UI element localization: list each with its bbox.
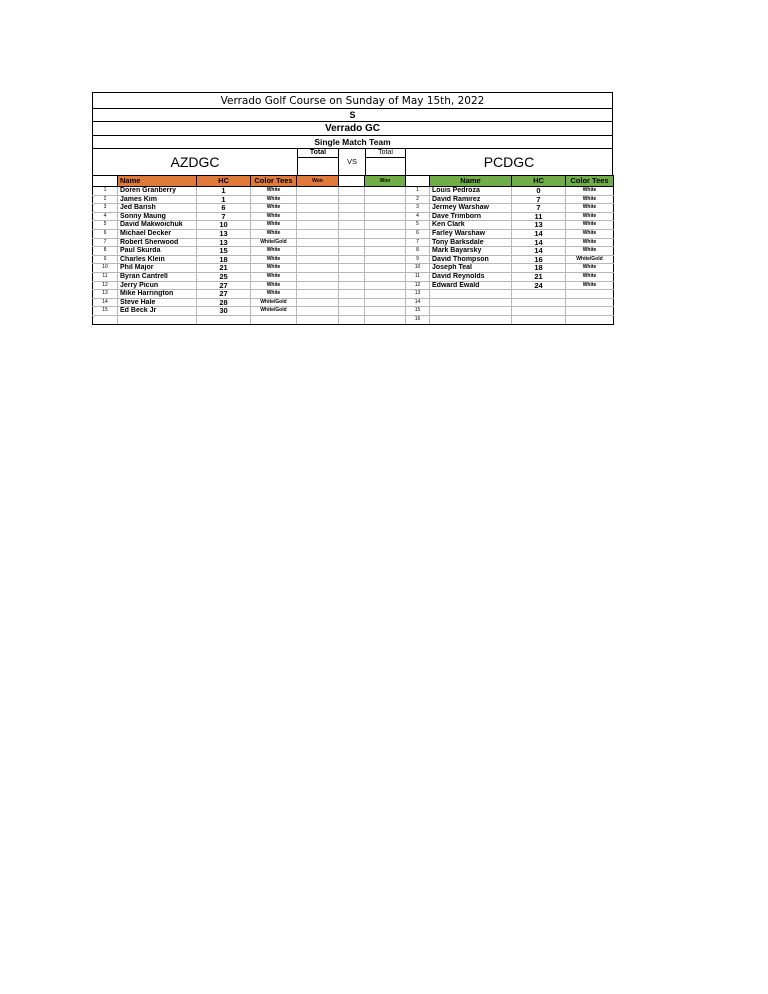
num-header bbox=[93, 176, 118, 187]
right-won-cell bbox=[365, 187, 406, 196]
left-player-tees: White bbox=[251, 195, 297, 204]
left-player-tees: White/Gold bbox=[251, 238, 297, 247]
right-player-name bbox=[430, 290, 512, 299]
left-player-hc: 7 bbox=[197, 212, 251, 221]
table-row bbox=[93, 264, 614, 273]
vs-spacer-cell bbox=[339, 204, 365, 213]
left-total-cell bbox=[297, 149, 339, 175]
table-row bbox=[93, 298, 614, 307]
right-player-tees bbox=[566, 298, 614, 307]
right-won-cell bbox=[365, 204, 406, 213]
right-player-tees: White bbox=[566, 238, 614, 247]
table-row bbox=[93, 307, 614, 316]
left-player-hc: 27 bbox=[197, 290, 251, 299]
left-player-tees: White bbox=[251, 264, 297, 273]
vs-spacer-cell bbox=[339, 195, 365, 204]
right-player-name bbox=[430, 307, 512, 316]
right-player-num: 13 bbox=[406, 290, 430, 299]
right-player-hc: 16 bbox=[512, 255, 566, 264]
right-won-cell bbox=[365, 281, 406, 290]
right-player-num: 8 bbox=[406, 247, 430, 256]
table-row bbox=[93, 272, 614, 281]
left-player-num: 11 bbox=[93, 272, 118, 281]
right-won-cell bbox=[365, 255, 406, 264]
right-won-cell bbox=[365, 307, 406, 316]
table-row bbox=[93, 281, 614, 290]
left-player-name: Doren Granberry bbox=[118, 187, 197, 196]
left-player-hc: 27 bbox=[197, 281, 251, 290]
left-won-cell bbox=[297, 195, 339, 204]
left-player-hc: 6 bbox=[197, 204, 251, 213]
right-won-cell bbox=[365, 195, 406, 204]
left-won-cell bbox=[297, 212, 339, 221]
table-row bbox=[93, 204, 614, 213]
right-player-num: 2 bbox=[406, 195, 430, 204]
right-player-name: Tony Barksdale bbox=[430, 238, 512, 247]
right-hc-header: HC bbox=[512, 176, 566, 187]
right-num-header bbox=[406, 176, 430, 187]
right-player-tees: White bbox=[566, 212, 614, 221]
left-won-cell bbox=[297, 281, 339, 290]
left-player-num: 7 bbox=[93, 238, 118, 247]
left-player-num: 6 bbox=[93, 229, 118, 238]
left-player-hc: 1 bbox=[197, 187, 251, 196]
left-player-name: Paul Skurda bbox=[118, 247, 197, 256]
right-total-cell bbox=[365, 149, 406, 175]
right-player-hc: 14 bbox=[512, 238, 566, 247]
right-player-hc: 11 bbox=[512, 212, 566, 221]
left-player-hc: 13 bbox=[197, 238, 251, 247]
left-player-num: 9 bbox=[93, 255, 118, 264]
left-won-header: Won bbox=[297, 176, 339, 187]
right-player-num: 11 bbox=[406, 272, 430, 281]
right-player-tees bbox=[566, 307, 614, 316]
vs-spacer-cell bbox=[339, 238, 365, 247]
left-name-header: Name bbox=[118, 176, 197, 187]
left-team-name: AZDGC bbox=[170, 154, 220, 170]
table-row bbox=[93, 195, 614, 204]
left-won-cell bbox=[297, 272, 339, 281]
right-tees-header: Color Tees bbox=[566, 176, 614, 187]
left-player-hc bbox=[197, 315, 251, 324]
left-player-hc: 15 bbox=[197, 247, 251, 256]
left-player-tees: White bbox=[251, 204, 297, 213]
table-row bbox=[93, 229, 614, 238]
left-player-num: 14 bbox=[93, 298, 118, 307]
vs-spacer-cell bbox=[339, 212, 365, 221]
left-won-cell bbox=[297, 255, 339, 264]
right-player-hc bbox=[512, 307, 566, 316]
left-player-hc: 28 bbox=[197, 298, 251, 307]
right-player-hc: 7 bbox=[512, 195, 566, 204]
right-player-tees: White bbox=[566, 281, 614, 290]
right-player-num: 3 bbox=[406, 204, 430, 213]
right-player-name bbox=[430, 315, 512, 324]
right-player-hc: 14 bbox=[512, 247, 566, 256]
left-player-name: James Kim bbox=[118, 195, 197, 204]
vs-spacer-cell bbox=[339, 187, 365, 196]
left-player-hc: 25 bbox=[197, 272, 251, 281]
vs-spacer-cell bbox=[339, 298, 365, 307]
left-hc-header: HC bbox=[197, 176, 251, 187]
left-won-cell bbox=[297, 221, 339, 230]
right-player-tees: White bbox=[566, 195, 614, 204]
vs-spacer-cell bbox=[339, 255, 365, 264]
left-player-hc: 13 bbox=[197, 229, 251, 238]
right-player-tees: White/Gold bbox=[566, 255, 614, 264]
left-player-tees: White bbox=[251, 229, 297, 238]
left-player-num: 2 bbox=[93, 195, 118, 204]
right-won-cell bbox=[365, 315, 406, 324]
column-header-row bbox=[93, 176, 614, 187]
right-player-tees: White bbox=[566, 204, 614, 213]
left-player-name bbox=[118, 315, 197, 324]
left-player-tees: White bbox=[251, 290, 297, 299]
right-player-name: Jermey Warshaw bbox=[430, 204, 512, 213]
table-row bbox=[93, 238, 614, 247]
left-won-cell bbox=[297, 247, 339, 256]
table-row bbox=[93, 212, 614, 221]
right-player-hc bbox=[512, 315, 566, 324]
vs-spacer-cell bbox=[339, 307, 365, 316]
sheet-title: Verrado Golf Course on Sunday of May 15th, 2022 bbox=[92, 92, 613, 108]
left-player-num: 4 bbox=[93, 212, 118, 221]
left-player-hc: 18 bbox=[197, 255, 251, 264]
left-player-num: 15 bbox=[93, 307, 118, 316]
vs-spacer-cell bbox=[339, 272, 365, 281]
right-player-hc: 7 bbox=[512, 204, 566, 213]
right-player-num: 12 bbox=[406, 281, 430, 290]
right-won-cell bbox=[365, 229, 406, 238]
venue-name: Verrado GC bbox=[92, 121, 613, 135]
right-player-tees: White bbox=[566, 272, 614, 281]
left-player-name: Mike Harrington bbox=[118, 290, 197, 299]
left-won-cell bbox=[297, 187, 339, 196]
right-name-header: Name bbox=[430, 176, 512, 187]
right-won-cell bbox=[365, 247, 406, 256]
right-player-num: 10 bbox=[406, 264, 430, 273]
left-player-name: Ed Beck Jr bbox=[118, 307, 197, 316]
table-row bbox=[93, 290, 614, 299]
right-won-header: Won bbox=[365, 176, 406, 187]
right-player-name: Joseph Teal bbox=[430, 264, 512, 273]
vs-spacer-cell bbox=[339, 247, 365, 256]
right-player-name: David Thompson bbox=[430, 255, 512, 264]
left-player-name: Robert Sherwood bbox=[118, 238, 197, 247]
left-player-name: Charles Klein bbox=[118, 255, 197, 264]
left-player-num: 3 bbox=[93, 204, 118, 213]
right-player-num: 9 bbox=[406, 255, 430, 264]
right-player-num: 1 bbox=[406, 187, 430, 196]
left-player-hc: 21 bbox=[197, 264, 251, 273]
left-player-name: Phil Major bbox=[118, 264, 197, 273]
vs-spacer-cell bbox=[339, 290, 365, 299]
left-player-hc: 30 bbox=[197, 307, 251, 316]
left-won-cell bbox=[297, 298, 339, 307]
left-player-tees: White/Gold bbox=[251, 307, 297, 316]
left-player-num: 8 bbox=[93, 247, 118, 256]
left-player-tees: White bbox=[251, 272, 297, 281]
vs-spacer-cell bbox=[339, 315, 365, 324]
right-player-hc bbox=[512, 298, 566, 307]
left-player-tees bbox=[251, 315, 297, 324]
right-won-cell bbox=[365, 238, 406, 247]
right-player-num: 7 bbox=[406, 238, 430, 247]
left-won-cell bbox=[297, 204, 339, 213]
table-row bbox=[93, 255, 614, 264]
left-player-name: Jed Barish bbox=[118, 204, 197, 213]
right-player-num: 6 bbox=[406, 229, 430, 238]
players-table bbox=[92, 175, 614, 325]
vs-spacer-cell bbox=[339, 221, 365, 230]
right-player-hc: 18 bbox=[512, 264, 566, 273]
table-row bbox=[93, 315, 614, 324]
sheet-subtitle: S bbox=[92, 108, 613, 121]
left-player-name: Jerry Picun bbox=[118, 281, 197, 290]
left-won-cell bbox=[297, 238, 339, 247]
vs-spacer-cell bbox=[339, 264, 365, 273]
right-won-cell bbox=[365, 264, 406, 273]
left-player-num: 10 bbox=[93, 264, 118, 273]
left-player-hc: 10 bbox=[197, 221, 251, 230]
left-player-num: 1 bbox=[93, 187, 118, 196]
left-tees-header: Color Tees bbox=[251, 176, 297, 187]
right-player-hc bbox=[512, 290, 566, 299]
left-player-tees: White/Gold bbox=[251, 298, 297, 307]
right-player-name: Louis Pedroza bbox=[430, 187, 512, 196]
table-row bbox=[93, 247, 614, 256]
right-player-num: 14 bbox=[406, 298, 430, 307]
right-player-hc: 21 bbox=[512, 272, 566, 281]
left-player-name: Michael Decker bbox=[118, 229, 197, 238]
vs-spacer-header bbox=[339, 176, 365, 187]
right-total-label: Total bbox=[366, 149, 405, 158]
right-player-name: Dave Trimborn bbox=[430, 212, 512, 221]
match-format: Single Match Team bbox=[92, 135, 613, 148]
right-player-tees bbox=[566, 290, 614, 299]
right-player-num: 5 bbox=[406, 221, 430, 230]
right-player-hc: 24 bbox=[512, 281, 566, 290]
left-won-cell bbox=[297, 264, 339, 273]
left-player-tees: White bbox=[251, 255, 297, 264]
vs-spacer-cell bbox=[339, 281, 365, 290]
right-player-name bbox=[430, 298, 512, 307]
right-player-tees: White bbox=[566, 247, 614, 256]
teams-row bbox=[92, 148, 613, 175]
right-player-num: 15 bbox=[406, 307, 430, 316]
left-player-num: 12 bbox=[93, 281, 118, 290]
right-won-cell bbox=[365, 212, 406, 221]
right-won-cell bbox=[365, 290, 406, 299]
left-player-tees: White bbox=[251, 281, 297, 290]
left-won-cell bbox=[297, 307, 339, 316]
right-player-num: 4 bbox=[406, 212, 430, 221]
right-player-name: Ken Clark bbox=[430, 221, 512, 230]
right-player-name: David Ramirez bbox=[430, 195, 512, 204]
right-team-name: PCDGC bbox=[483, 154, 535, 170]
left-player-num bbox=[93, 315, 118, 324]
right-player-tees bbox=[566, 315, 614, 324]
right-won-cell bbox=[365, 298, 406, 307]
right-won-cell bbox=[365, 272, 406, 281]
left-player-name: Byran Cantrell bbox=[118, 272, 197, 281]
left-player-tees: White bbox=[251, 247, 297, 256]
left-player-tees: White bbox=[251, 187, 297, 196]
right-won-cell bbox=[365, 221, 406, 230]
right-player-tees: White bbox=[566, 221, 614, 230]
match-sheet bbox=[92, 92, 613, 325]
right-player-hc: 13 bbox=[512, 221, 566, 230]
left-player-tees: White bbox=[251, 212, 297, 221]
right-player-name: David Reynolds bbox=[430, 272, 512, 281]
left-won-cell bbox=[297, 290, 339, 299]
table-row bbox=[93, 221, 614, 230]
left-total-label: Total bbox=[298, 149, 338, 158]
right-player-hc: 14 bbox=[512, 229, 566, 238]
right-player-hc: 0 bbox=[512, 187, 566, 196]
table-row bbox=[93, 187, 614, 196]
right-player-tees: White bbox=[566, 264, 614, 273]
left-player-hc: 1 bbox=[197, 195, 251, 204]
left-player-tees: White bbox=[251, 221, 297, 230]
right-player-name: Edward Ewald bbox=[430, 281, 512, 290]
right-player-name: Farley Warshaw bbox=[430, 229, 512, 238]
left-player-name: Steve Hale bbox=[118, 298, 197, 307]
vs-spacer-cell bbox=[339, 229, 365, 238]
right-player-name: Mark Bayarsky bbox=[430, 247, 512, 256]
left-player-name: David Makwoichuk bbox=[118, 221, 197, 230]
right-player-tees: White bbox=[566, 187, 614, 196]
left-player-num: 13 bbox=[93, 290, 118, 299]
vs-label: VS bbox=[346, 157, 357, 166]
right-player-num: 16 bbox=[406, 315, 430, 324]
left-won-cell bbox=[297, 229, 339, 238]
left-won-cell bbox=[297, 315, 339, 324]
left-player-name: Sonny Maung bbox=[118, 212, 197, 221]
left-player-num: 5 bbox=[93, 221, 118, 230]
right-player-tees: White bbox=[566, 229, 614, 238]
